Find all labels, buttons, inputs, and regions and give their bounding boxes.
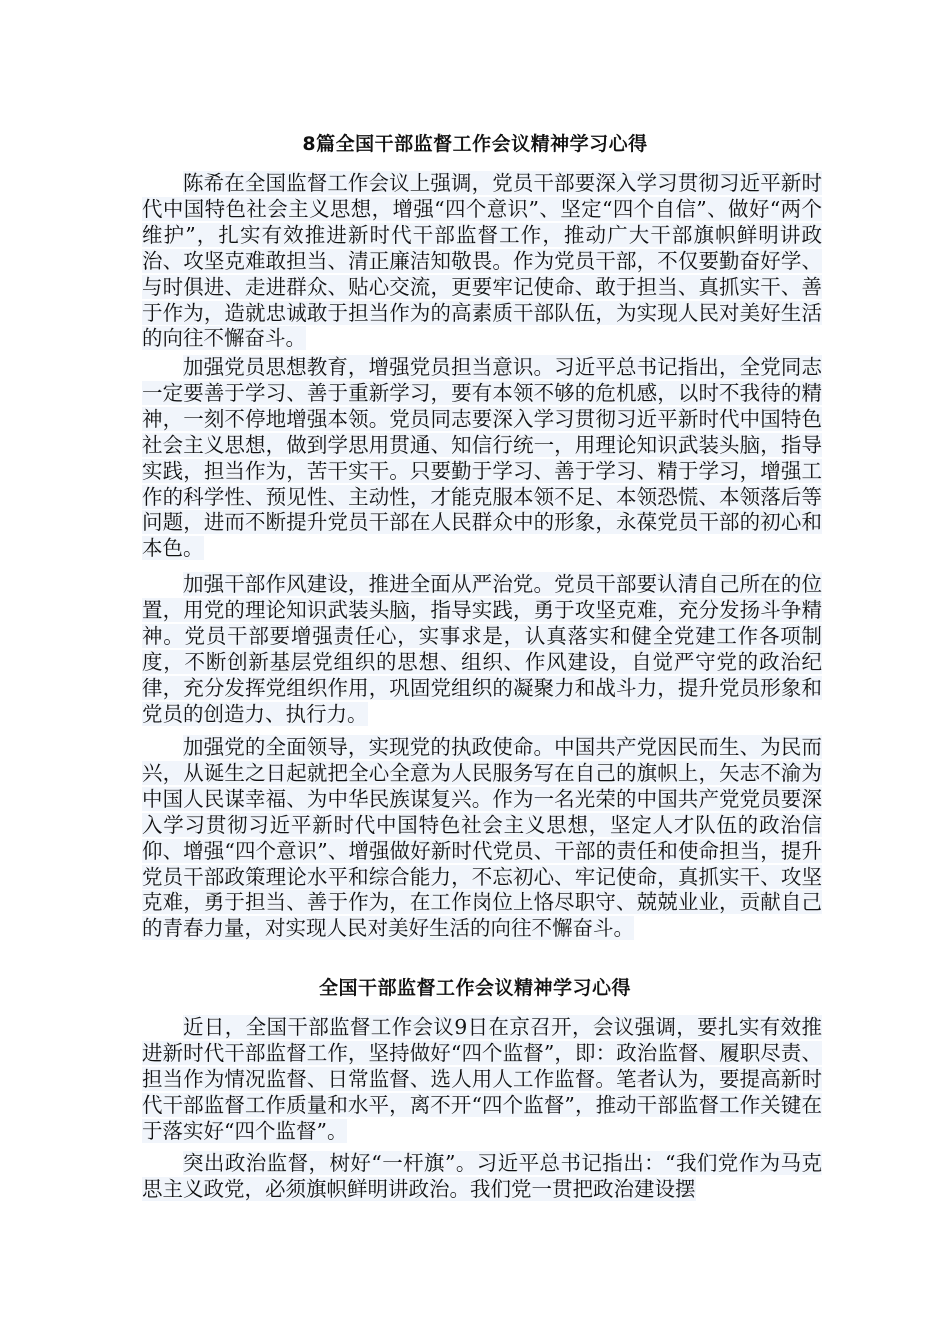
section-title: 全国干部监督工作会议精神学习心得 bbox=[318, 977, 631, 999]
paragraph bbox=[142, 171, 822, 352]
paragraph-text: 近日，全国干部监督工作会议9日在京召开，会议强调，要扎实有效推进新时代干部监督工作，坚持做好“四个监督”，即：政治监督、履职尽责、担当作为情况监督、日常监督、选人用人工作监督。笔者认为，要提高新时代干部监督工作质量和水平，离不开“四个监督”，推动干部监督工作关键在于落实好“四个监督”。 bbox=[142, 1015, 822, 1143]
paragraph-text: 加强党的全面领导，实现党的执政使命。中国共产党因民而生、为民而兴，从诞生之日起就把全心全意为人民服务写在自己的旗帜上，矢志不渝为中国人民谋幸福、为中华民族谋复兴。作为一名光荣的中国共产党党员要深入学习贯彻习近平新时代中国特色社会主义思想，坚定人才队伍的政治信仰、增强“四个意识”、增强做好新时代党员、干部的责任和使命担当，提升党员干部政策理论水平和综合能力，不忘初心、牢记使命，真抓实干、攻坚克难，勇于担当、善于作为，在工作岗位上恪尽职守、兢兢业业，贡献自己的青春力量，对实现人民对美好生活的向往不懈奋斗。 bbox=[142, 735, 822, 941]
paragraph-text: 加强干部作风建设，推进全面从严治党。党员干部要认清自己所在的位置，用党的理论知识武装头脑，指导实践，勇于攻坚克难，充分发扬斗争精神。党员干部要增强责任心，实事求是，认真落实和健全党建工作各项制度，不断创新基层党组织的思想、组织、作风建设，自觉严守党的政治纪律，充分发挥党组织作用，巩固党组织的凝聚力和战斗力，提升党员形象和党员的创造力、执行力。 bbox=[142, 572, 822, 726]
paragraph bbox=[142, 735, 822, 942]
paragraph bbox=[142, 572, 822, 727]
paragraph bbox=[142, 1151, 822, 1203]
document-title: 8篇全国干部监督工作会议精神学习心得 bbox=[302, 133, 648, 155]
paragraph bbox=[142, 1015, 822, 1145]
paragraph bbox=[142, 355, 822, 562]
paragraph-text: 陈希在全国监督工作会议上强调，党员干部要深入学习贯彻习近平新时代中国特色社会主义思想，增强“四个意识”、坚定“四个自信”、做好“两个维护”，扎实有效推进新时代干部监督工作，推动广大干部旗帜鲜明讲政治、攻坚克难敢担当、清正廉洁知敬畏。作为党员干部，不仅要勤奋好学、与时俱进、走进群众、贴心交流，更要牢记使命、敢于担当、真抓实干、善于作为，造就忠诚敢于担当作为的高素质干部队伍，为实现人民对美好生活的向往不懈奋斗。 bbox=[142, 171, 822, 351]
paragraph-text: 突出政治监督，树好“一杆旗”。习近平总书记指出：“我们党作为马克思主义政党，必须旗帜鲜明讲政治。我们党一贯把政治建设摆 bbox=[142, 1151, 822, 1201]
paragraph-text: 加强党员思想教育，增强党员担当意识。习近平总书记指出，全党同志一定要善于学习、善于重新学习，要有本领不够的危机感，以时不我待的精神，一刻不停地增强本领。党员同志要深入学习贯彻习近平新时代中国特色社会主义思想，做到学思用贯通、知信行统一，用理论知识武装头脑，指导实践，担当作为，苦干实干。只要勤于学习、善于学习、精于学习，增强工作的科学性、预见性、主动性，才能克服本领不足、本领恐慌、本领落后等问题，进而不断提升党员干部在人民群众中的形象，永葆党员干部的初心和本色。 bbox=[142, 355, 822, 561]
